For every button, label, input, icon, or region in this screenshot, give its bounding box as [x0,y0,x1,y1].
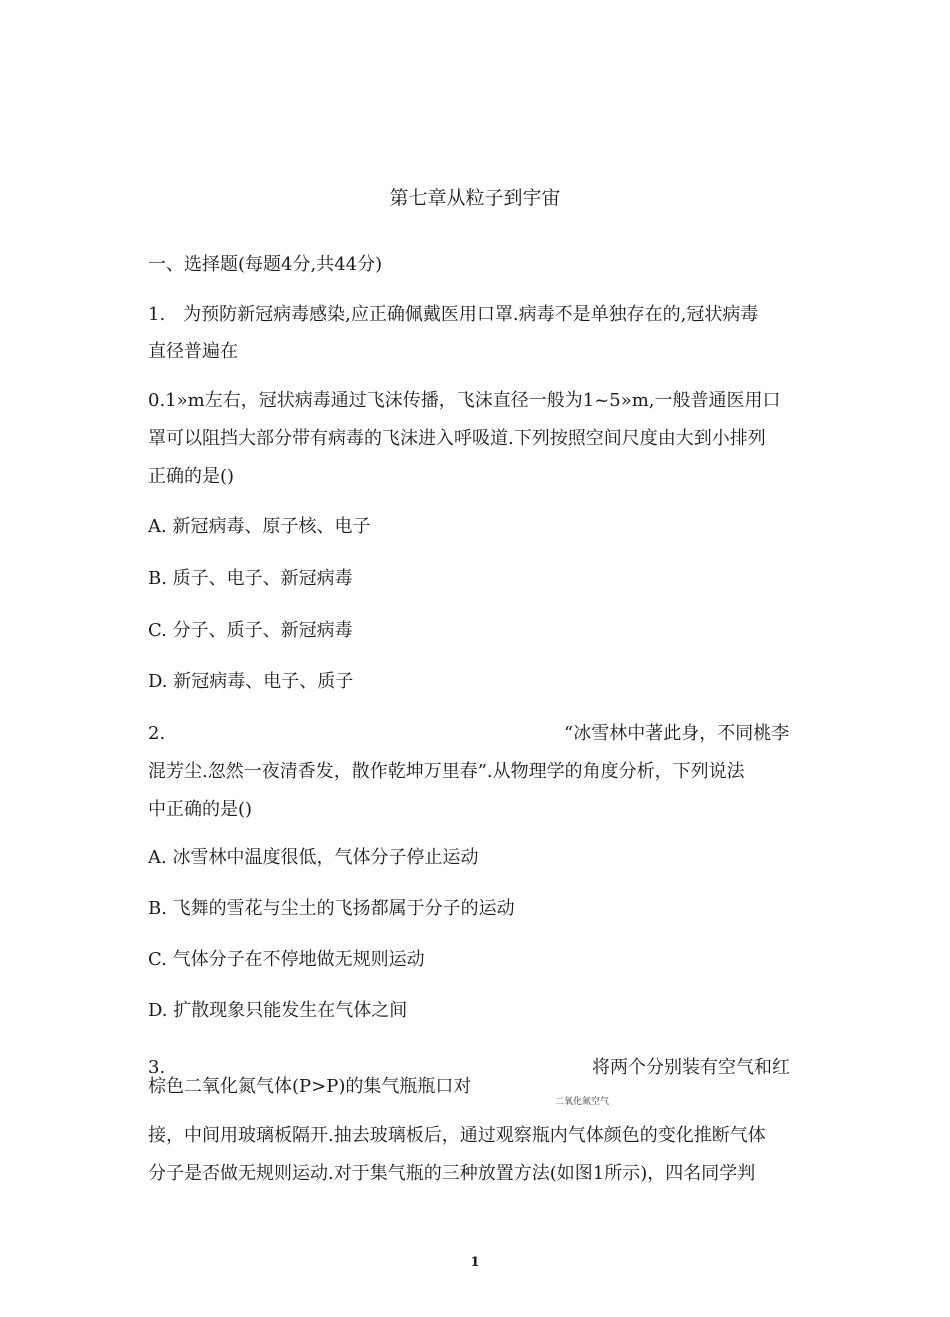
q1-line-5: 正确的是() [148,466,235,487]
q1-option-b: B. 质子、电子、新冠病毒 [148,568,353,589]
q2-option-d: D. 扩散现象只能发生在气体之间 [148,1000,408,1021]
q3-line-4: 分子是否做无规则运动.对于集气瓶的三种放置方法(如图1所示)，四名同学判 [148,1163,756,1184]
q2-line-2: 混芳尘.忽然一夜清香发，散作乾坤万里春”.从物理学的角度分析，下列说法 [148,761,745,782]
q2-option-b: B. 飞舞的雪花与尘土的飞扬都属于分子的运动 [148,898,515,919]
figure-label: 二氧化氮空气 [555,1097,610,1107]
q1-line-1: 1. 为预防新冠病毒感染,应正确佩戴医用口罩.病毒不是单独存在的,冠状病毒 [148,304,759,325]
q1-option-c: C. 分子、质子、新冠病毒 [148,620,353,641]
q2-line-1: “冰雪林中著此身，不同桃李 [564,723,790,744]
q3-number: 3. [148,1057,166,1078]
q2-line-3: 中正确的是() [148,799,253,820]
q3-line-3: 接，中间用玻璃板隔开.抽去玻璃板后，通过观察瓶内气体颜色的变化推断气体 [148,1125,766,1146]
chapter-title: 第七章从粒子到宇宙 [389,187,561,209]
q3-line-2: 棕色二氧化氮气体(P>P)的集气瓶瓶口对 [148,1076,472,1097]
q2-option-c: C. 气体分子在不停地做无规则运动 [148,949,425,970]
q3-line-1: 将两个分别装有空气和红 [592,1057,790,1078]
q1-line-2: 直径普遍在 [148,341,238,362]
q1-line-4: 罩可以阻挡大部分带有病毒的飞沫进入呼吸道.下列按照空间尺度由大到小排列 [148,428,766,449]
q2-option-a: A. 冰雪林中温度很低，气体分子停止运动 [148,847,479,868]
q1-option-d: D. 新冠病毒、电子、质子 [148,671,354,692]
q1-line-3: 0.1»m左右，冠状病毒通过飞沫传播，飞沫直径一般为1~5»m,一般普通医用口 [148,390,781,411]
page-number: 1 [470,1255,480,1270]
q1-option-a: A. 新冠病毒、原子核、电子 [148,516,371,537]
q2-number: 2. [148,723,166,744]
section-heading: 一、选择题(每题4分,共44分) [148,254,383,275]
